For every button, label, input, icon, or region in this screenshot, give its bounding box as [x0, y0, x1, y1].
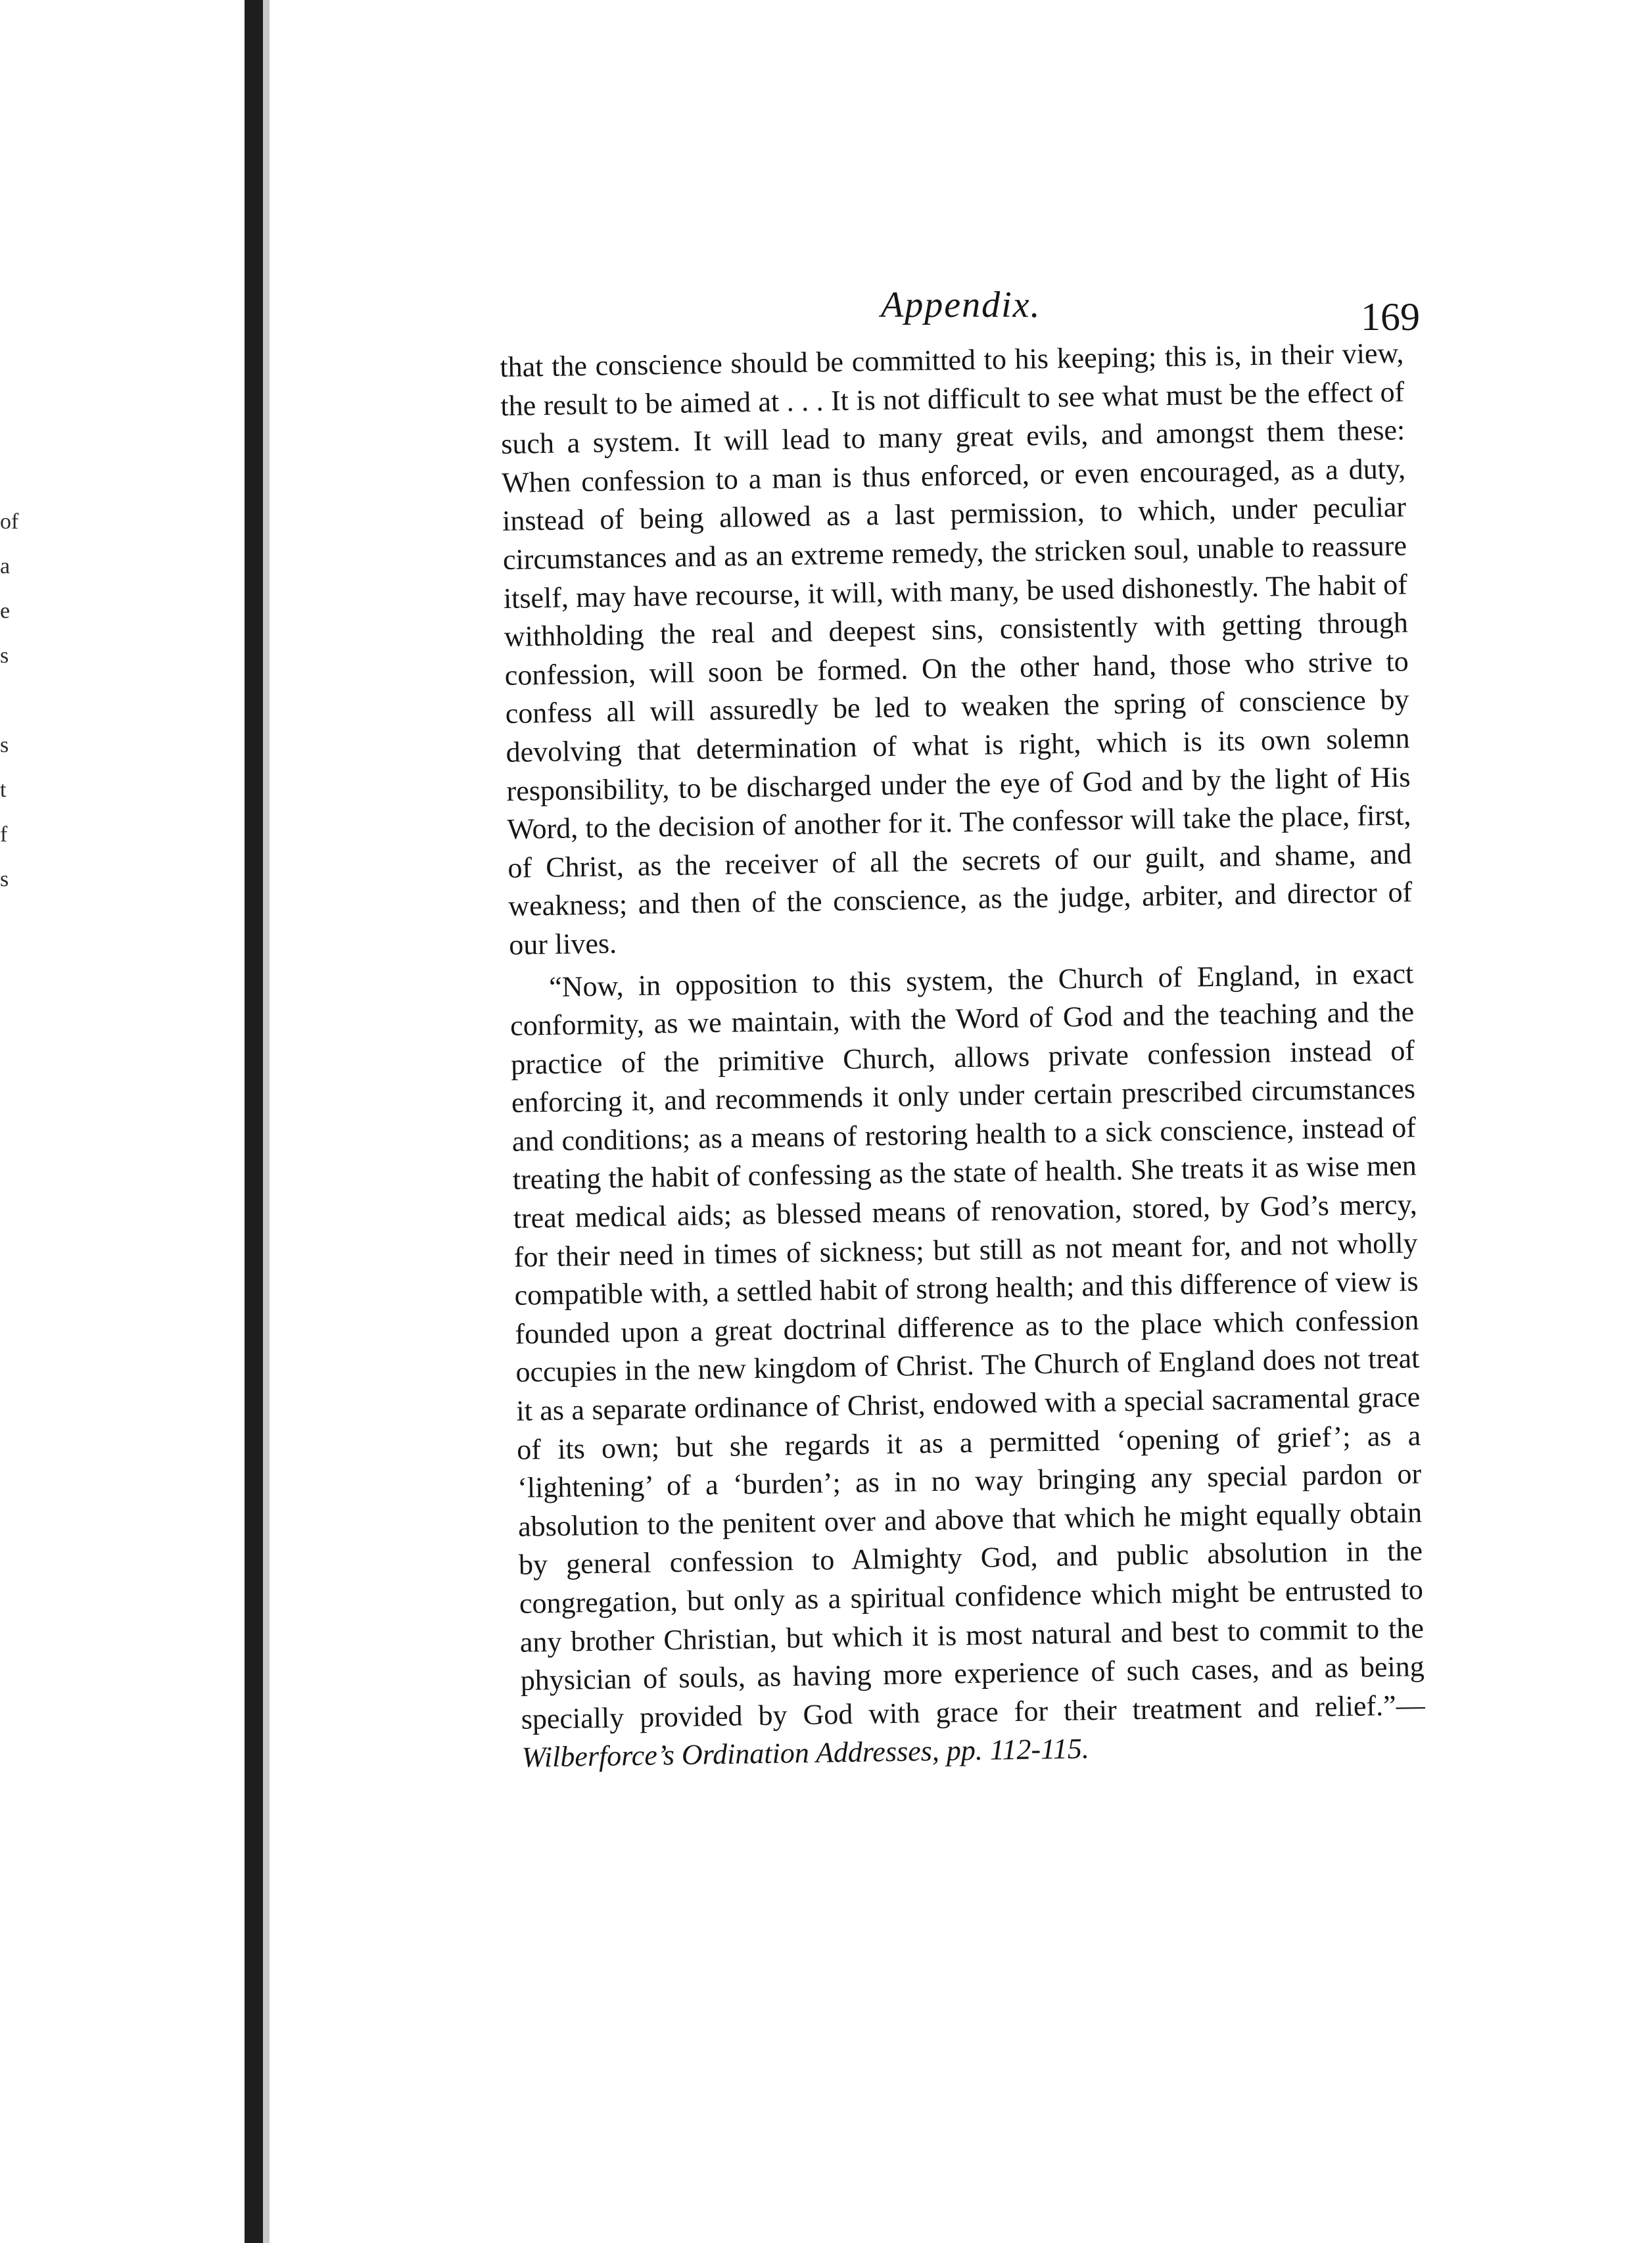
- facing-fragment: s: [0, 644, 9, 668]
- paragraph: [509, 955, 1426, 1778]
- binding-gutter: [245, 0, 263, 2243]
- facing-fragment: t: [0, 778, 7, 802]
- facing-page-fragments: [0, 500, 26, 902]
- paragraph-text: “Now, in opposition to this system, the Church of England, in exact conformity, as we maintain, with the Word of God and the teaching and the practice of the primitive Church, allows private confession instead of enforcing it, and recommends it only under certain prescribed circumstances and conditions; as a means of restoring health to a sick conscience, instead of treating the habit of confessing as the state of health. She treats it as wise men treat medical aids; as blessed means of renovation, stored, by God’s mercy, for their need in times of sickness; but still as not meant for, and not wholly compatible with, a settled habit of strong health; and this difference of view is founded upon a great doctrinal difference as to the place which confession occupies in the new kingdom of Christ. The Church of England does not treat it as a separate ordinance of Christ, endowed with a special sacramental grace of its own; but she regards it as a permitted ‘opening of grief’; as a ‘lightening’ of a ‘burden’; as in no way bringing any special pardon or absolution to the penitent over and above that which he might equally obtain by general confession to Almighty God, and public absolution in the congregation, but only as a spiritual confidence which might be entrusted to any brother Christian, but which it is most natural and best to commit to the physician of souls, as having more experience of such cases, and as being specially provided by God with grace for their treatment and relief.”—: [509, 956, 1425, 1735]
- paragraph: that the conscience should be committed to his keeping; this is, in their view, the result to be aimed at . . . It is not difficult to see what must be the effect of such a system. It will lead to many great evils, and amongst them these: When confession to a man is thus enforced, or even encouraged, as a duty, instead of being allowed as a last permission, to which, under peculiar circumstances and as an extreme remedy, the stricken soul, unable to reassure itself, may have recourse, it will, with many, be used dishonestly. The habit of withholding the real and deepest sins, consistently with getting through confession, will soon be formed. On the other hand, those who strive to confess all will assuredly be led to weaken the spring of conscience by devolving that determination of what is right, which is its own solemn responsibility, to be discharged under the eye of God and by the light of His Word, to the decision of another for it. The confessor will take the place, first, of Christ, as the receiver of all the secrets of our guilt, and shame, and weakness; and then of the conscience, as the judge, arbiter, and director of our lives.: [500, 337, 1413, 961]
- facing-fragment: s: [0, 867, 9, 891]
- body-text: [500, 334, 1426, 1777]
- citation: Wilberforce’s Ordination Addresses, pp. 112-115.: [521, 1732, 1090, 1774]
- facing-fragment: s: [0, 733, 9, 757]
- binding-gutter-edge: [263, 0, 270, 2243]
- facing-fragment: a: [0, 554, 11, 578]
- facing-fragment: e: [0, 599, 11, 623]
- facing-fragment: [0, 678, 26, 723]
- page-number: 169: [1361, 295, 1420, 339]
- facing-fragment: of: [0, 509, 19, 534]
- facing-fragment: f: [0, 822, 8, 847]
- running-head: Appendix.: [881, 285, 1041, 325]
